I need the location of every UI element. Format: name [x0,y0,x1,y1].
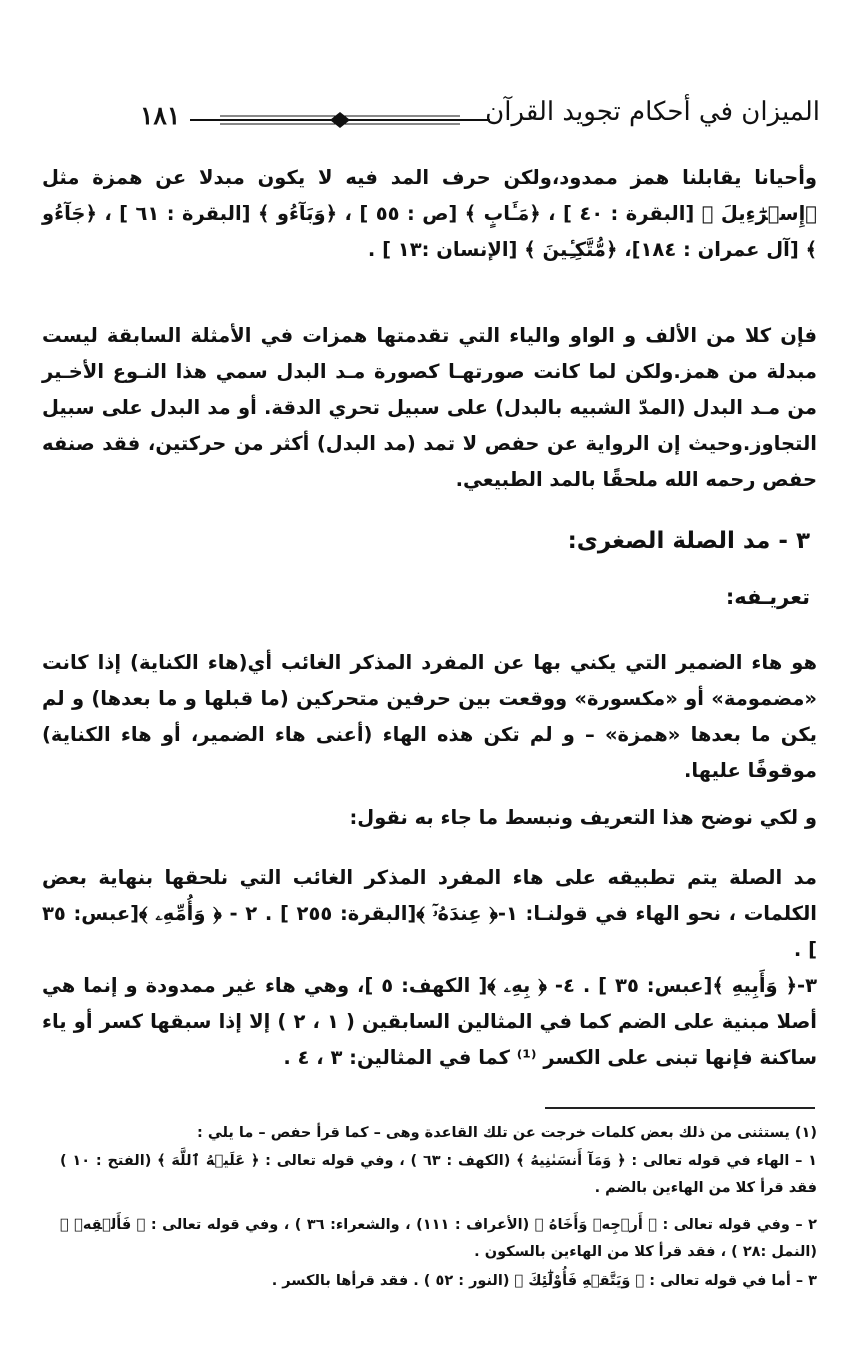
footnote-item-3: ٣ – أما في قوله تعالى : ﴿ وَيَتَّقۡهِ فَأُوْلَٰٓئِكَ ﴾ (النور : ٥٢ ) . فقد قرأها بالكسر . [271,1273,817,1289]
paragraph-rule: ٣-﴿ وَأَبِيهِ ﴾[عبس: ٣٥ ] . ٤- ﴿ بِهِۦ ﴾[ الكهف: ٥ ]، وهي هاء غير ممدودة و إنما هي أصلا مبنية على الضم كما في المثالين السابقين ( ١ ، ٢ ) إلا إذا سبقها كسر أو ياء ساكنة فإنها تبنى على الكسر ⁽¹⁾ كما في المثالين: ٣ ، ٤ . [42,974,818,1069]
paragraph-long-hamza: وأحيانا يقابلنا همز ممدود،ولكن حرف المد فيه لا يكون مبدلا عن همزة مثل ﴿إِسۡرَٰٓءِيلَ ﴾ [البقرة : ٤٠ ] ، ﴿مَـَٔابٍ ﴾ [ص : ٥٥ ] ، ﴿وَبَآءُو ﴾ [البقرة : ٦١ ] ، ﴿جَآءُو ﴾ [آل عمران : ١٨٤]، ﴿مُّتَّكِـِٔينَ ﴾ [الإنسان :١٣ ] . [42,166,817,261]
footnote-item-2: ٢ – وفي قوله تعالى : ﴿ أَرۡجِهۡ وَأَخَاهُ ﴾ (الأعراف : ١١١) ، والشعراء: ٣٦ ) ، وفي قوله تعالى : ﴿ فَأَلۡقِهۡ ﴾ (النمل :٢٨ ) ، فقد قرأ كلا من الهاءين بالسكون . [60,1217,817,1260]
header-ornament-rule [190,109,490,131]
page-number: ١٨١ [140,101,181,130]
paragraph-clarify: و لكي نوضح هذا التعريف ونبسط ما جاء به نقول: [349,806,817,829]
footnote-item-1: ١ – الهاء في قوله تعالى : ﴿ وَمَآ أَنسَىٰنِيهُ ﴾ (الكهف : ٦٣ ) ، وفي قوله تعالى : ﴿ عَلَيۡهُ ٱللَّهَ ﴾ (الفتح : ١٠ ) فقد قرأ كلا من الهاءين بالضم . [60,1153,817,1196]
paragraph-badal-explanation: فإن كلا من الألف و الواو والياء التي تقدمتها همزات في الأمثلة السابقة ليست مبدلة من همز.ولكن لما كانت صورتهـا كصورة مـد البدل سمي هذا النـوع الأخـير من مـد البدل (المدّ الشبيه بالبدل) على سبيل تحري الدقة. أو مد البدل على سبيل التجاوز.وحيث إن الرواية عن حفص لا تمد (مد البدل) أكثر من حركتين، فقد صنفه حفص رحمه الله ملحقًا بالمد الطبيعي. [42,324,817,491]
section-heading: ٣ - مد الصلة الصغرى: [567,528,810,554]
footnote-intro: (١) يستثنى من ذلك بعض كلمات خرجت عن تلك القاعدة وهى – كما قرأ حفص – ما يلي : [197,1125,817,1141]
paragraph-definition: هو هاء الضمير التي يكني بها عن المفرد المذكر الغائب أي(هاء الكناية) إذا كانت «مضمومة» أو «مكسورة» ووقعت بين حرفين متحركين (ما قبلها و ما بعدها) و لم يكن ما بعدها «همزة» – و لم تكن هذه الهاء (أعنى هاء الضمير، أو هاء الكناية) موقوفًا عليها. [42,651,817,782]
paragraph-examples: مد الصلة يتم تطبيقه على هاء المفرد المذكر الغائب التي نلحقها بنهاية بعض الكلمات ، نحو الهاء في قولنـا: ١-﴿ عِندَهُۥٓ ﴾[البقرة: ٢٥٥ ] . ٢ - ﴿ وَأُمِّهِۦ ﴾[عبس: ٣٥ ] . [42,866,817,961]
running-title: الميزان في أحكام تجويد القرآن [485,97,820,127]
page-header [118,95,820,139]
footnote-separator [545,1107,815,1109]
definition-heading: تعريـفه: [725,585,810,609]
